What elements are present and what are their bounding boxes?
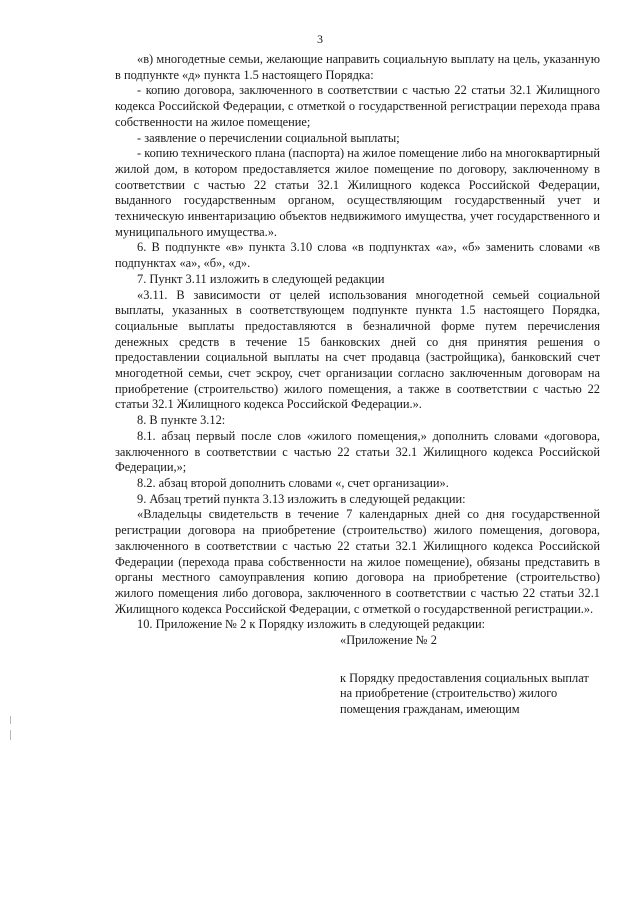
paragraph-point-8-2: 8.2. абзац второй дополнить словами «, счет организации». [137,475,449,490]
margin-mark-top [10,716,11,724]
paragraph-owners-obligation: «Владельцы свидетельств в течение 7 календарных дней со дня государственной регистрации договора на приобретение (строительство) жилого помещения, договора, заключенного в соответствии с частью 22 статьи 32.1 Жилищного кодекса Российской Федерации (перехода права собственности на жилое помещение), обязаны представить в органы местного самоуправления копию договора на приобретение (строительство) жилого помещения либо договора, заключенного в соответствии с частью 22 статьи 32.1 Жилищного кодекса Российской Федерации, с отметкой о государственной регистрации.». [115,507,600,616]
paragraph-point-10: 10. Приложение № 2 к Порядку изложить в следующей редакции: [137,617,486,632]
paragraph-point-3-11: «3.11. В зависимости от целей использования многодетной семьей социальной выплаты, указанных в соответствующем подпункте пункта 1.5 настоящего Порядка, социальные выплаты предоставляются в безналичной форме путем перечисления денежных средств в течение 15 банковских дней со дня принятия решения о предоставлении социальной выплаты на счет продавца (застройщика), банковский счет многодетной семьи, счет эскроу, счет организации согласно заключенным договорам на приобретение (строительство) жилого помещения, а также в соответствии с частью 22 статьи 32.1 Жилищного кодекса Российской Федерации.». [115,287,600,412]
paragraph-point-8-1: 8.1. абзац первый после слов «жилого помещения,» дополнить словами «договора, заключенного в соответствии с частью 22 статьи 32.1 Жилищного кодекса Российской Федерации,»; [115,428,600,475]
appendix-subtitle: к Порядку предоставления социальных выплат на приобретение (строительство) жилого помещения гражданам, имеющим [340,670,589,717]
paragraph-technical-plan: - копию технического плана (паспорта) на жилое помещение либо на многоквартирный жилой дом, в котором предоставляется жилое помещение по договору, заключенному в соответствии с частью 22 статьи 32.1 Жилищного кодекса Российской Федерации, выданного государственным органом, осуществляющим государственный учет и техническую инвентаризацию объектов недвижимого имущества, учет государственного и муниципального имущества.». [115,146,600,239]
document-body [115,52,600,718]
paragraph-contract-copy: - копию договора, заключенного в соответствии с частью 22 статьи 32.1 Жилищного кодекса Российской Федерации, с отметкой о государственной регистрации перехода права собственности на жилое помещение; [115,83,600,129]
paragraph-transfer-application: - заявление о перечислении социальной выплаты; [137,130,400,145]
paragraph-point-8: 8. В пункте 3.12: [137,413,226,428]
paragraph-point-6: 6. В подпункте «в» пункта 3.10 слова «в подпунктах «а», «б» заменить словами «в подпунктах «а», «б», «д». [115,240,600,271]
paragraph-point-7: 7. Пункт 3.11 изложить в следующей редакции [137,271,385,286]
margin-mark-bottom [10,730,11,740]
paragraph-point-9: 9. Абзац третий пункта 3.13 изложить в следующей редакции: [137,491,466,506]
appendix-caption [340,633,600,718]
page-number: 3 [317,32,323,46]
paragraph-item-v-intro: «в) многодетные семьи, желающие направить социальную выплату на цель, указанную в подпункте «д» пункта 1.5 настоящего Порядка: [115,52,600,82]
appendix-title: «Приложение № 2 [340,633,437,648]
